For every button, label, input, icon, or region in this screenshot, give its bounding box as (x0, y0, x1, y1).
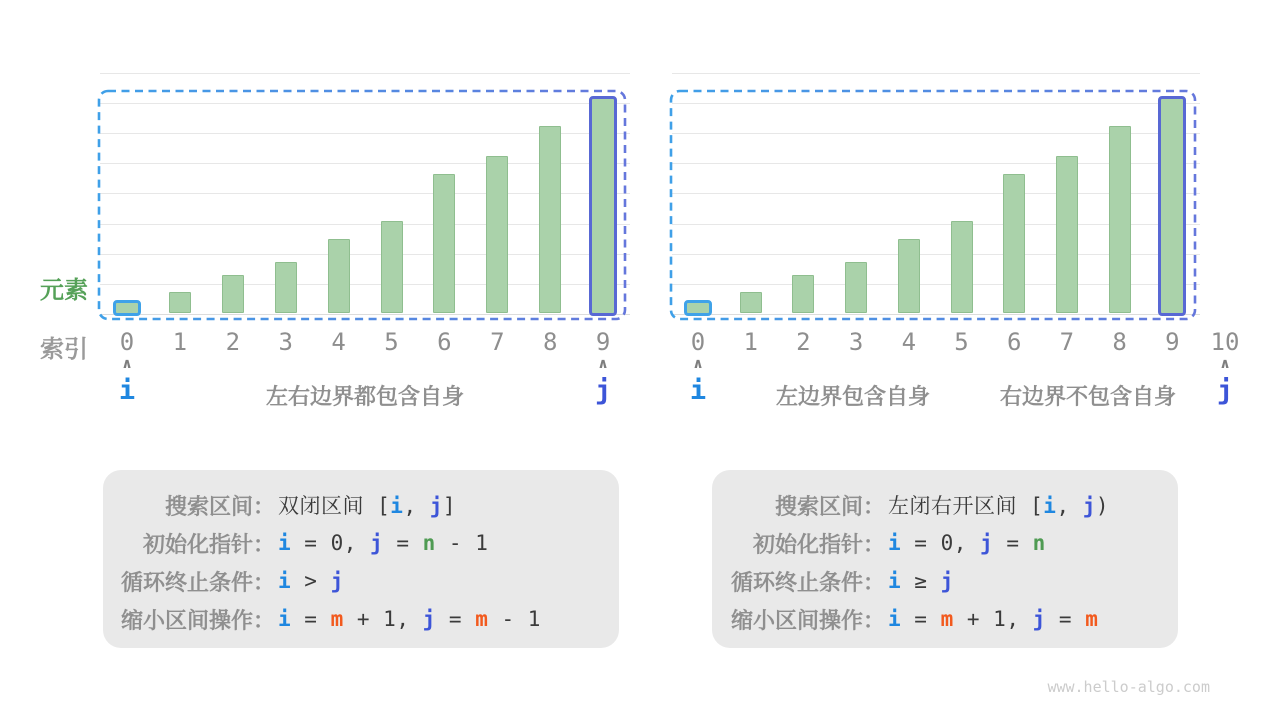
info-row-code (278, 490, 456, 520)
i-pointer-arrow-icon: ∧ (121, 356, 133, 372)
code-token-i: i (278, 531, 292, 555)
info-row-label: 初始化指针： (752, 531, 885, 557)
code-token-j: j (330, 569, 344, 593)
info-row (712, 486, 1168, 524)
half-open-interval-box (712, 470, 1178, 648)
code-token-j: j (422, 607, 436, 631)
code-token-dark: - 1 (435, 531, 489, 555)
code-token-i: i (390, 494, 404, 518)
index-label-3: 3 (848, 328, 864, 356)
j-pointer-label: j (594, 375, 612, 406)
info-row-code (278, 607, 541, 631)
info-row-code (888, 607, 1098, 631)
code-token-n: n (422, 531, 436, 555)
code-token-dark: = 0, (291, 531, 371, 555)
closed-interval-box (103, 470, 619, 648)
code-token-n: n (1032, 531, 1046, 555)
index-label-6: 6 (437, 328, 452, 356)
info-row (103, 562, 609, 600)
code-token-dark: ≥ (901, 569, 941, 593)
index-label-0: 0 (690, 328, 706, 356)
code-token-j: j (370, 531, 384, 555)
info-row-code (278, 531, 488, 555)
code-token-dark: 左闭右开区间 [ (888, 494, 1044, 518)
boundary-caption: 左右边界都包含自身 (265, 384, 465, 409)
code-token-dark: = 0, (901, 531, 981, 555)
code-token-j: j (429, 494, 443, 518)
index-label-6: 6 (1006, 328, 1022, 356)
index-label-9: 9 (1165, 328, 1180, 356)
j-pointer-arrow-icon: ∧ (597, 356, 609, 372)
boundary-caption: 左边界包含自身 (775, 384, 931, 409)
info-row (103, 524, 609, 562)
info-row-label: 缩小区间操作： (730, 607, 885, 633)
code-token-dark: ) (1095, 494, 1110, 518)
index-label-0: 0 (119, 328, 135, 356)
info-row-code (888, 490, 1109, 520)
info-row-label: 初始化指针： (142, 531, 275, 557)
index-label-2: 2 (796, 328, 811, 356)
code-token-dark: - 1 (488, 607, 541, 631)
index-label-5: 5 (954, 328, 969, 356)
code-token-j: j (1082, 494, 1096, 518)
code-token-dark: + 1, (343, 607, 423, 631)
code-token-i: i (888, 569, 902, 593)
index-label-2: 2 (225, 328, 241, 356)
info-row (712, 600, 1168, 638)
code-token-j: j (1032, 607, 1046, 631)
index-label-1: 1 (743, 328, 758, 356)
info-row (103, 486, 609, 524)
code-token-m: m (1085, 607, 1099, 631)
code-token-dark: = (901, 607, 941, 631)
gridline (672, 73, 1200, 74)
info-row-code (888, 531, 1046, 555)
code-token-i: i (888, 607, 902, 631)
code-token-j: j (940, 569, 954, 593)
info-row-label: 循环终止条件： (730, 569, 885, 595)
info-row-label: 循环终止条件： (120, 569, 275, 595)
code-token-j: j (980, 531, 994, 555)
code-token-dark: = (435, 607, 476, 631)
code-token-dark: > (291, 569, 331, 593)
element-axis-label: 元素 (40, 277, 88, 304)
code-token-dark: , (403, 494, 430, 518)
info-row-code (278, 569, 344, 593)
code-token-m: m (940, 607, 954, 631)
code-token-dark: = (1045, 607, 1086, 631)
info-row-code (888, 569, 954, 593)
code-token-m: m (330, 607, 344, 631)
code-token-m: m (475, 607, 489, 631)
search-interval-dashed-outline (667, 87, 1199, 323)
code-token-i: i (1043, 494, 1057, 518)
info-row (712, 562, 1168, 600)
info-row-label: 搜索区间： (164, 493, 275, 519)
j-pointer-label: j (1216, 375, 1234, 406)
code-token-i: i (888, 531, 902, 555)
info-row-label: 搜索区间： (774, 493, 885, 519)
gridline (100, 73, 630, 74)
index-label-7: 7 (1059, 328, 1075, 356)
index-label-4: 4 (331, 328, 346, 356)
info-row (103, 600, 609, 638)
code-token-dark: 双闭区间 [ (278, 494, 391, 518)
index-label-7: 7 (490, 328, 505, 356)
code-token-dark: , (1056, 494, 1083, 518)
j-pointer-arrow-icon: ∧ (1219, 356, 1231, 372)
watermark: www.hello-algo.com (1047, 678, 1210, 696)
index-label-8: 8 (1112, 328, 1127, 356)
i-pointer-label: i (118, 375, 136, 406)
i-pointer-label: i (689, 375, 707, 406)
code-token-dark: + 1, (953, 607, 1033, 631)
info-row-label: 缩小区间操作： (120, 607, 275, 633)
code-token-dark: = (383, 531, 423, 555)
index-label-5: 5 (384, 328, 399, 356)
code-token-dark: ] (442, 494, 457, 518)
index-axis-label: 索引 (40, 336, 88, 363)
index-label-4: 4 (901, 328, 917, 356)
code-token-i: i (278, 569, 292, 593)
info-row (712, 524, 1168, 562)
code-token-dark: = (993, 531, 1033, 555)
search-interval-dashed-outline (95, 87, 629, 323)
index-label-1: 1 (172, 328, 188, 356)
boundary-caption: 右边界不包含自身 (999, 384, 1177, 409)
code-token-i: i (278, 607, 292, 631)
index-label-9: 9 (595, 328, 611, 356)
index-label-8: 8 (542, 328, 558, 356)
code-token-dark: = (291, 607, 331, 631)
index-label-3: 3 (278, 328, 293, 356)
index-label-10: 10 (1210, 328, 1240, 356)
i-pointer-arrow-icon: ∧ (692, 356, 704, 372)
